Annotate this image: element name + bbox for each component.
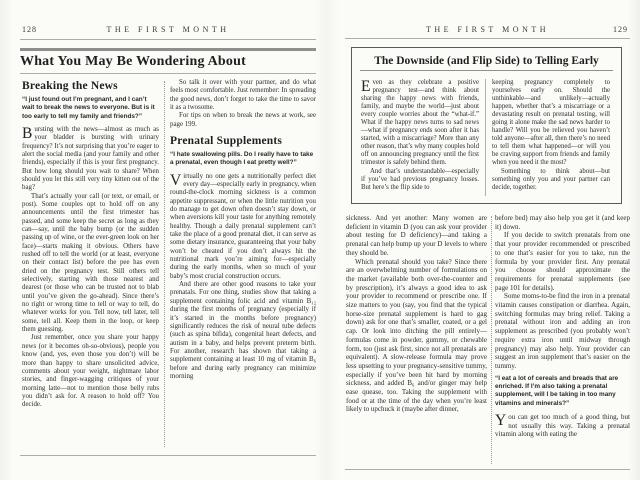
- paragraph-text: ven as they celebrate a positive pregnancy test—and think about sharing the happy news with friends, family, and maybe the world—just about every couple worries about the “what-if.” What if the happy news turns to sad news—what if pregnancy ends soon after it has started, with a miscarriage? More than any other reason, that’s why many couples hold off on announcing pregnancy until the first trimester is safely behind them.: [361, 79, 479, 167]
- paragraph: before bed) may also help you get it (and keep it) down.: [495, 214, 630, 231]
- box-column-1: [361, 79, 479, 198]
- running-head: THE FIRST MONTH: [106, 25, 230, 34]
- paragraph: [170, 173, 316, 281]
- page-number: 129: [613, 25, 628, 34]
- heading-breaking-the-news: Breaking the News: [22, 80, 118, 92]
- paragraph: If you decide to switch prenatals from one that your provider recommended or prescribed to one that’s easier for you to take, run the formula by your provider first. Any prenatal you choose should approximate the requirements for prenatal supplements (see page 101 for details).: [495, 231, 630, 292]
- paragraph: Some moms-to-be find the iron in a prenatal vitamin causes constipation or diarrhea. Again, switching formulas may bring relief. Taking a prenatal without iron and adding an iron supplement as prescribed (you probably won’t require extra iron until midway through pregnancy) may also help. Your provider can suggest an iron supplement that’s easier on the tummy.: [495, 292, 630, 370]
- drop-cap: E: [361, 79, 371, 95]
- running-head: THE FIRST MONTH: [425, 25, 550, 34]
- reader-question: “I just found out I’m pregnant, and I can’t wait to break the news to everyone. But is it too early to tell my family and friends?”: [22, 96, 155, 120]
- drop-cap: V: [170, 171, 182, 189]
- box-columns: [361, 79, 612, 198]
- paragraph: keeping pregnancy completely to yourselves early on. Should the unthinkable—and unlikely—actually happen, whether that’s a miscarriage or a devastating result on prenatal testing, will going it alone make the sad news harder to handle? Will you be relieved you haven’t told anyone—after all, then there’s no need to tell them what happened—or will you be craving support from friends and family when you need it the most?: [492, 79, 610, 167]
- section-thick-rule: [20, 48, 316, 51]
- paragraph: [361, 79, 479, 168]
- paragraph: So talk it over with your partner, and do what feels most comfortable. Just remember: In spreading the good news, don’t forget to take the time to savor it as a twosome.: [170, 79, 316, 112]
- column-right-1: [346, 214, 487, 465]
- sidebar-box-telling-early: [351, 47, 622, 204]
- box-title: The Downside (and Flip Side) to Telling Early: [374, 55, 599, 67]
- paragraph-text: ursting with the news—almost as much as your bladder is bursting with urinary frequency? It’s not surprising that you’re eager to alert the social media (and your family and other friends), especially if this is your first pregnancy. But how long should you wait to share? When should you let this still very tiny kitten out of the bag?: [22, 125, 159, 192]
- page-left: [20, 0, 316, 480]
- header-rule: [345, 38, 630, 39]
- left-page-columns: [20, 79, 316, 448]
- paragraph-text: ou can get too much of a good thing, but not usually this way. Taking a prenatal vitamin along with eating the: [495, 412, 630, 439]
- page-header: [20, 25, 316, 36]
- paragraph-text: irtually no one gets a nutritionally perfect diet every day—especially early in pregnancy, when round-the-clock morning sickness is a common appetite suppressant, or when the little nutrition you do manage to get down often doesn’t stay down, or when aversions kill your taste for anything remotely healthy. Though a daily prenatal supplement can’t take the place of a good prenatal diet, it can serve as some dietary insurance, guaranteeing that your baby won’t be cheated if you don’t always hit the nutritional mark you’re aiming for—especially during the early months, when so much of your baby’s most crucial construction occurs.: [170, 172, 316, 280]
- paragraph: sickness. And yet another: Many women are deficient in vitamin D (you can ask your provider about testing for D deficiency)—and taking a prenatal can help bump up your D levels to where they should be.: [346, 214, 487, 257]
- column-right-2: [495, 214, 630, 465]
- reader-question: “I eat a lot of cereals and breads that are enriched. If I’m also taking a prenatal supplement, will I be taking in too many vitamins and minerals?”: [495, 374, 619, 407]
- paragraph: Which prenatal should you take? Since there are an overwhelming number of formulations on the market (available both over-the-counter and by prescription), it’s always a good idea to ask your provider to recommend or prescribe one. If size matters to you (say, you find that the typical horse-size prenatal supplement is hard to gag down) ask for one that’s smaller, coated, or a gel cap. Or look into ditching the pill entirely—formulas come in powder, gummy, or chewable form, too (just ask first, since not all prenatals are equivalent). A slow-release formula may prove less upsetting to your pregnancy-sensitive tummy, especially if you’ve been hit hard by morning sickness, and added B₆ and/or ginger may help ease quease, too. Taking the supplement with food or at the time of the day when you’re least likely to upchuck it (maybe after dinner,: [346, 257, 487, 414]
- page-bottom-rule: [20, 455, 316, 456]
- right-page-columns: [345, 214, 630, 465]
- column-prenatal-supplements: [170, 79, 316, 448]
- section-title: What You May Be Wondering About: [20, 54, 246, 69]
- page-number: 128: [22, 25, 37, 34]
- header-rule: [20, 39, 316, 40]
- box-column-divider: [485, 79, 486, 196]
- paragraph: Just remember, once you share your happy news (or it becomes oh-so-obvious), people you know (and, yes, even those you don’t) will be more than happy to share unsolicited advice, comments about your weight, nightmare labor stories, and finger-wagging critiques of your morning latte—not to mention those belly rubs you didn’t ask for. A reason to hold off? You decide.: [22, 334, 159, 409]
- page-right: [345, 0, 630, 480]
- paragraph: That’s actually your call (or text, or email, or post). Some couples opt to hold off on any announcements until the first trimester has passed, and some keep the secret as long as they can—say, until the baby bump (or the sudden passing up of wine, or the ever-green look on her face)—starts making it obvious. Others have rushed off to tell the world (or at least, everyone on their contact list) before the pee has even dried on the pregnancy test. Still others tell selectively, starting with those nearest and dearest (or those who can be trusted not to blab until you’ve given the go-ahead). Since there’s no right or wrong time to tell or way to tell, do whatever works for you. Tell now, tell later, tell some, tell all. Keep them in the loop, or keep them guessing.: [22, 192, 159, 334]
- page-header: [345, 25, 630, 36]
- reader-question: “I hate swallowing pills. Do I really have to take a prenatal, even though I eat pretty well?”: [170, 151, 314, 167]
- heading-prenatal-supplements: Prenatal Supplements: [170, 135, 283, 148]
- paragraph: Something to think about—but something only you and your partner can decide, together.: [492, 167, 610, 191]
- paragraph: For tips on when to break the news at work, see page 199.: [170, 112, 316, 128]
- page-bottom-rule: [345, 469, 630, 470]
- column-divider: [164, 81, 165, 447]
- paragraph: [22, 126, 159, 193]
- title-rule: [20, 73, 316, 74]
- drop-cap: Y: [495, 411, 507, 429]
- paragraph: And there are other good reasons to take your prenatals. For one thing, studies show that taking a supplement containing folic acid and vitamin B₁₂ during the first months of pregnancy (especially if it’s started in the months before pregnancy) significantly reduces the risk of neural tube defects (such as spina bifida), congenital heart defects, and autism in a baby, and helps prevent preterm birth. For another, research has shown that taking a supplement containing at least 10 mg of vitamin B₆ before and during early pregnancy can minimize morning: [170, 281, 316, 380]
- column-divider: [491, 216, 492, 464]
- drop-cap: B: [22, 124, 33, 142]
- paragraph: And that’s understandable—especially if you’ve had previous pregnancy losses. But here’s the flip side to: [361, 167, 479, 191]
- box-column-2: [492, 79, 610, 198]
- column-breaking-the-news: [22, 79, 159, 448]
- paragraph: [495, 413, 630, 439]
- box-title-rule: [360, 70, 613, 71]
